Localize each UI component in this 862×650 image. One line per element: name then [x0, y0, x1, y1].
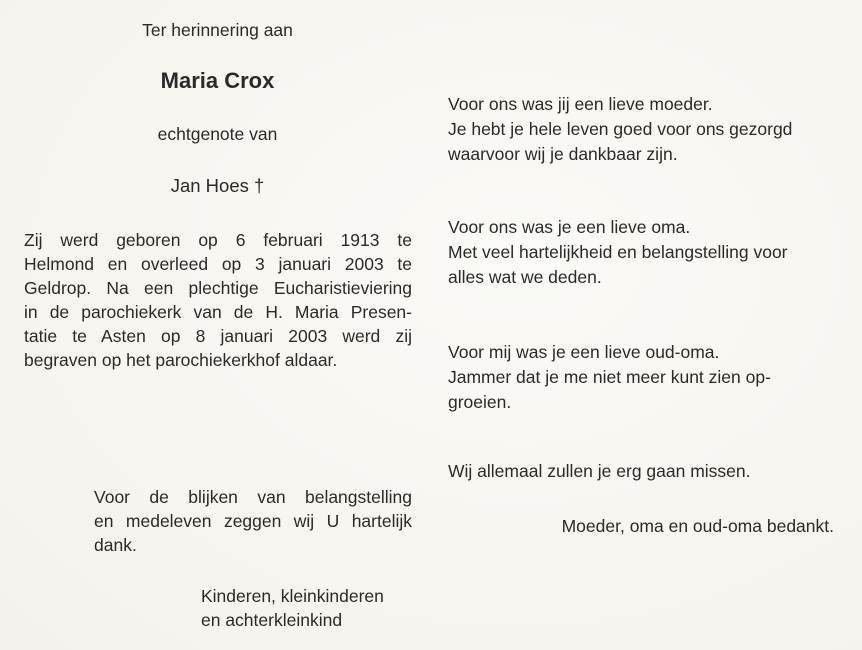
- verse-line: Voor mij was je een lieve oud-oma.: [448, 342, 720, 362]
- deceased-name: [110, 68, 325, 94]
- closing-text: Moeder, oma en oud-oma bedankt.: [561, 516, 834, 536]
- bio-line: Zij werd geboren op 6 februari 1913 te: [24, 230, 412, 250]
- intro-label: Ter herinnering aan: [142, 20, 293, 40]
- verse-line: Voor ons was jij een lieve moeder.: [448, 94, 713, 114]
- signature-line: Kinderen, kleinkinderen: [201, 586, 384, 606]
- bio-line: Geldrop. Na een plechtige Eucharistieviering: [24, 278, 412, 298]
- verse-all: [448, 459, 848, 484]
- bio-line: tatie te Asten op 8 januari 2003 werd zij: [24, 326, 412, 346]
- biography-paragraph: [24, 228, 412, 372]
- bio-line: begraven op het parochiekerkhof aldaar.: [24, 350, 338, 370]
- verse-great-grandmother: [448, 340, 848, 415]
- verse-mother: [448, 92, 848, 167]
- bio-line: in de parochiekerk van de H. Maria Presen-: [24, 302, 412, 322]
- closing-line: [448, 514, 834, 539]
- verse-line: alles wat we deden.: [448, 267, 602, 287]
- thanks-line: en medeleven zeggen wij U hartelijk: [94, 511, 412, 531]
- thanks-line: dank.: [94, 535, 137, 555]
- signature-line: en achterkleinkind: [201, 610, 343, 630]
- verse-line: Je hebt je hele leven goed voor ons gezorgd: [448, 119, 793, 139]
- verse-line: Jammer dat je me niet meer kunt zien op-: [448, 367, 771, 387]
- verse-line: groeien.: [448, 392, 512, 412]
- verse-line: waarvoor wij je dankbaar zijn.: [448, 144, 678, 164]
- spouse-name-text: Jan Hoes †: [170, 175, 265, 196]
- verse-line: Voor ons was je een lieve oma.: [448, 217, 691, 237]
- spouse-name: [110, 174, 325, 198]
- spouse-intro: [110, 122, 325, 146]
- verse-grandmother: [448, 215, 848, 290]
- signature: [201, 584, 431, 632]
- thanks-line: Voor de blijken van belangstelling: [94, 487, 412, 507]
- deceased-name-text: Maria Crox: [160, 68, 275, 93]
- bio-line: Helmond en overleed op 3 januari 2003 te: [24, 254, 412, 274]
- spouse-intro-text: echtgenote van: [157, 124, 278, 144]
- intro-text: [110, 18, 325, 42]
- thanks-paragraph: [94, 485, 412, 557]
- verse-line: Wij allemaal zullen je erg gaan missen.: [448, 461, 751, 481]
- verse-line: Met veel hartelijkheid en belangstelling voor: [448, 242, 788, 262]
